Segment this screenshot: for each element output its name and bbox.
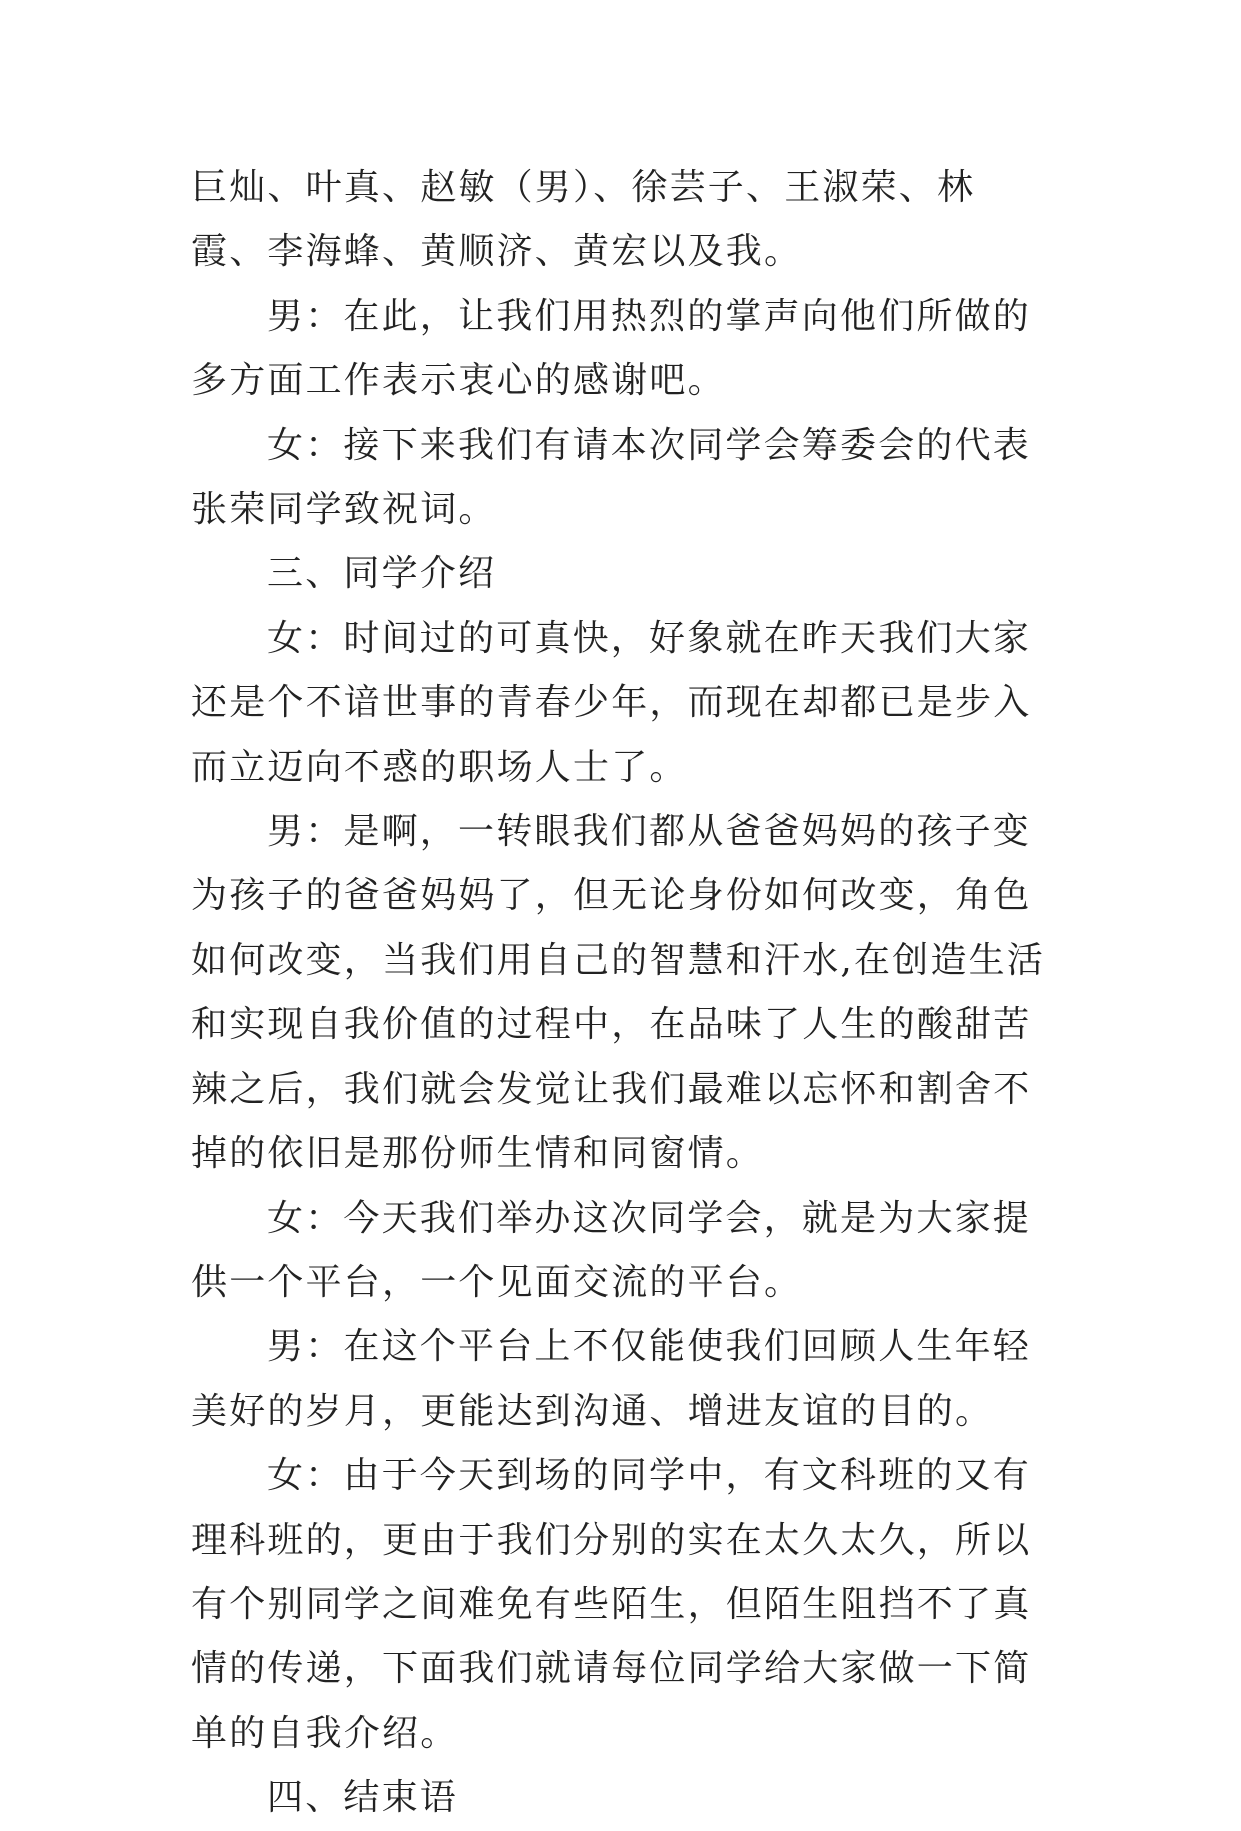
paragraph-1: 巨灿、叶真、赵敏（男）、徐芸子、王淑荣、林霞、李海蜂、黄顺济、黄宏以及我。 bbox=[191, 167, 976, 273]
section-heading-4: 四、结束语 bbox=[267, 1777, 459, 1819]
paragraph-6: 男：是啊，一转眼我们都从爸爸妈妈的孩子变为孩子的爸爸妈妈了，但无论身份如何改变，角色如何改变，当我们用自己的智慧和汗水,在创造生活和实现自我价值的过程中，在品味了人生的酸甜苦辣之后，我们就会发觉让我们最难以忘怀和割舍不掉的依旧是那份师生情和同窗情。 bbox=[191, 811, 1046, 1175]
paragraph-7: 女：今天我们举办这次同学会，就是为大家提供一个平台，一个见面交流的平台。 bbox=[191, 1197, 1032, 1303]
paragraph-3: 女：接下来我们有请本次同学会筹委会的代表张荣同学致祝词。 bbox=[191, 424, 1032, 531]
section-heading-3: 三、同学介绍 bbox=[267, 553, 497, 595]
document-body bbox=[191, 156, 1051, 1831]
paragraph-9: 女：由于今天到场的同学中，有文科班的又有理科班的，更由于我们分别的实在太久太久，所以有个别同学之间难免有些陌生，但陌生阻挡不了真情的传递，下面我们就请每位同学给大家做一下简单的自我介绍。 bbox=[191, 1455, 1032, 1754]
paragraph-5: 女：时间过的可真快，好象就在昨天我们大家还是个不谙世事的青春少年，而现在却都已是步入而立迈向不惑的职场人士了。 bbox=[191, 617, 1032, 788]
paragraph-2: 男：在此，让我们用热烈的掌声向他们所做的多方面工作表示衷心的感谢吧。 bbox=[191, 295, 1032, 402]
paragraph-8: 男：在这个平台上不仅能使我们回顾人生年轻美好的岁月，更能达到沟通、增进友谊的目的。 bbox=[191, 1326, 1032, 1432]
